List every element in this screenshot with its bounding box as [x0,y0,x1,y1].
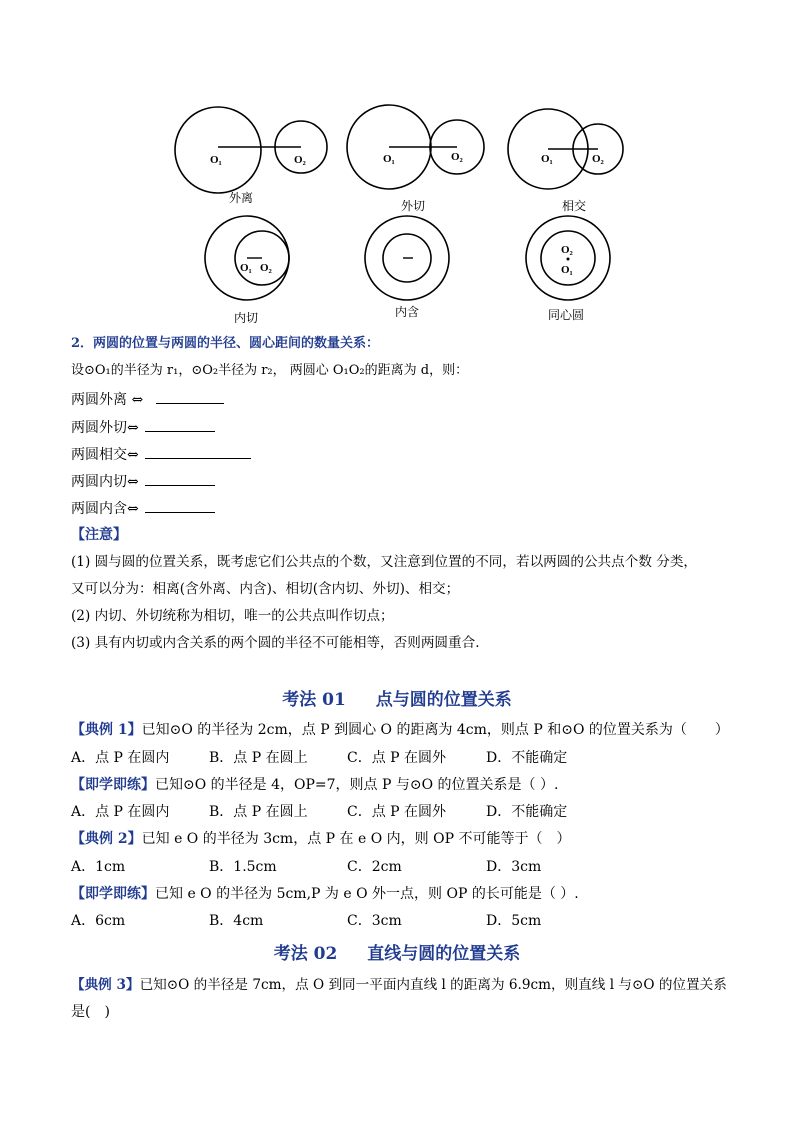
answer-blank[interactable] [145,498,215,513]
answer-blank[interactable] [145,417,215,432]
question-ex2 [71,829,570,849]
relation-row [71,444,251,465]
section-title-2 [0,939,794,964]
separate-o2-label: O₂ [294,154,306,166]
option-c[interactable]: C．点 P 在圆外 [347,750,447,766]
relation-label: 两圆相交⇔ [71,447,139,463]
option-d[interactable]: D．3cm [486,859,542,875]
relation-row [71,498,215,519]
question-tag: 【典例 2】 [71,831,142,847]
external-o2-label: O₂ [451,151,463,163]
caption-separate: 外离 [229,191,254,205]
relation-label: 两圆外切⇔ [71,420,139,436]
section-title-1 [0,685,794,710]
option-d[interactable]: D．5cm [486,913,542,929]
option-c[interactable]: C．3cm [347,913,402,929]
note-line: (3) 具有内切或内含关系的两个圆的半径不可能相等，否则两圆重合. [71,635,480,651]
option-a[interactable]: A．1cm [71,859,126,875]
section-number: 考法 02 [273,944,338,964]
question-tag: 【即学即练】 [71,777,155,793]
relation-label: 两圆内含⇔ [71,501,139,517]
question-text: 已知⊙O 的半径是 7cm，点 O 到同一平面内直线 l 的距离为 6.9cm，则直线 l 与⊙O 的位置关系 [139,977,727,993]
section-heading-2: 2．两圆的位置与两圆的半径、圆心距间的数量关系： [71,336,380,351]
section-name: 点与圆的位置关系 [375,690,512,710]
option-b[interactable]: B．4cm [209,913,264,929]
separate-circle-large [175,107,261,193]
relation-row [71,471,215,492]
caption-external-tangent: 外切 [401,199,426,213]
section-name: 直线与圆的位置关系 [367,944,521,964]
note-line: 又可以分为：相离(含外离、内含)、相切(含内切、外切)、相交； [71,581,460,597]
question-practice1 [71,775,558,795]
caption-intersect: 相交 [562,199,587,213]
option-c[interactable]: C．点 P 在圆外 [347,804,447,820]
concentric-o1-label: O₁ [561,264,573,276]
relation-label: 两圆外离 ⇔ [71,392,144,408]
option-a[interactable]: A．6cm [71,913,126,929]
option-d[interactable]: D．不能确定 [486,750,568,766]
question-tag: 【典例 1】 [71,722,142,738]
circle-positions-diagram [160,98,640,328]
question-tag: 【即学即练】 [71,886,155,902]
answer-blank[interactable] [145,471,215,486]
relation-label: 两圆内切⇔ [71,474,139,490]
caption-concentric: 同心圆 [548,308,585,322]
relation-row [71,417,215,438]
external-o1-label: O₁ [383,153,395,165]
option-a[interactable]: A．点 P 在圆内 [71,804,170,820]
question-ex3 [71,975,727,995]
caption-internal-tangent: 内切 [234,311,259,325]
note-line: (1) 圆与圆的位置关系，既考虑它们公共点的个数，又注意到位置的不同，若以两圆的公共点个数 分类， [71,554,698,570]
option-b[interactable]: B．1.5cm [209,859,277,875]
option-d[interactable]: D．不能确定 [486,804,568,820]
separate-o1-label: O₁ [210,154,222,166]
internal-o2-label: O₂ [260,262,272,274]
option-c[interactable]: C．2cm [347,859,402,875]
setup-text: 设⊙O₁的半径为 r₁，⊙O₂半径为 r₂， 两圆心 O₁O₂的距离为 d，则： [71,363,469,378]
caption-contained: 内含 [395,305,420,319]
note-line: (2) 内切、外切统称为相切，唯一的公共点叫作切点； [71,608,394,624]
concentric-o2-label: O₂ [561,244,573,256]
internal-o1-label: O₁ [240,262,252,274]
question-practice2 [71,884,579,904]
question-ex3-continued: 是( ) [71,1004,110,1020]
intersect-o2-label: O₂ [592,153,604,165]
option-b[interactable]: B．点 P 在圆上 [209,750,308,766]
option-b[interactable]: B．点 P 在圆上 [209,804,308,820]
question-text: 已知 e O 的半径为 3cm，点 P 在 e O 内，则 OP 不可能等于（ ） [141,831,571,847]
relation-row [71,389,224,410]
question-tag: 【典例 3】 [71,977,140,993]
note-title: 【注意】 [71,527,127,543]
intersect-o1-label: O₁ [541,153,553,165]
answer-blank[interactable] [156,389,224,404]
answer-blank[interactable] [145,444,251,459]
option-a[interactable]: A．点 P 在圆内 [71,750,170,766]
question-text: 已知 e O 的半径为 5cm,P 为 e O 外一点，则 OP 的长可能是（ ）. [155,886,579,902]
question-ex1 [71,720,729,740]
question-text: 已知⊙O 的半径是 4，OP=7，则点 P 与⊙O 的位置关系是（ ）. [155,777,559,793]
section-number: 考法 01 [282,690,346,710]
question-text: 已知⊙O 的半径为 2cm，点 P 到圆心 O 的距离为 4cm，则点 P 和⊙O 的位置关系为（ ） [141,722,729,738]
